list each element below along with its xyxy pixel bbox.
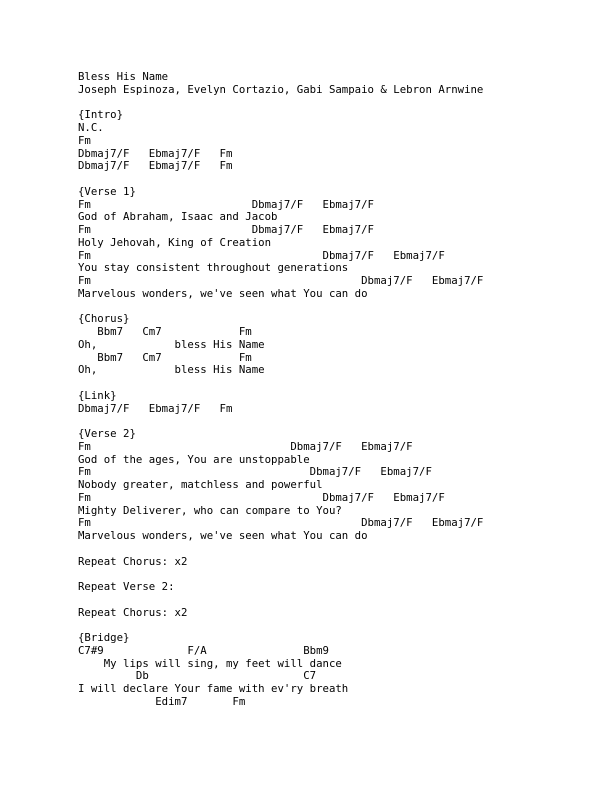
sheet-line: Marvelous wonders, we've seen what You can do bbox=[78, 529, 368, 542]
sheet-line: Repeat Chorus: x2 bbox=[78, 554, 188, 568]
sheet-line: Fm Dbmaj7/F Ebmaj7/F bbox=[78, 465, 432, 479]
sheet-line: God of the ages, You are unstoppable bbox=[78, 452, 310, 466]
sheet-line: Fm Dbmaj7/F Ebmaj7/F bbox=[78, 248, 445, 262]
sheet-line bbox=[78, 543, 483, 556]
sheet-line: My lips will sing, my feet will dance bbox=[78, 656, 342, 670]
sheet-line: C7#9 F/A Bbm9 bbox=[78, 643, 329, 657]
sheet-line: Fm Dbmaj7/F Ebmaj7/F bbox=[78, 516, 484, 530]
sheet-line: Dbmaj7/F Ebmaj7/F Fm bbox=[78, 146, 233, 160]
sheet-line bbox=[78, 415, 483, 428]
sheet-line bbox=[78, 377, 483, 390]
sheet-line: Bless His Name bbox=[78, 70, 169, 83]
sheet-line: Fm Dbmaj7/F Ebmaj7/F bbox=[78, 223, 374, 236]
sheet-line: Fm Dbmaj7/F Ebmaj7/F bbox=[78, 490, 445, 504]
sheet-line: You stay consistent throughout generations bbox=[78, 261, 349, 275]
sheet-line: Oh, bless His Name bbox=[78, 363, 265, 377]
sheet-line: Mighty Deliverer, who can compare to You? bbox=[78, 503, 342, 517]
sheet-line bbox=[78, 594, 483, 607]
sheet-line: Dbmaj7/F Ebmaj7/F Fm bbox=[78, 401, 233, 415]
sheet-line: Repeat Chorus: x2 bbox=[78, 605, 188, 619]
sheet-line: {Intro} bbox=[78, 108, 124, 122]
sheet-line: Oh, bless His Name bbox=[78, 337, 265, 351]
sheet-line: Nobody greater, matchless and powerful bbox=[78, 478, 323, 491]
sheet-line: Bbm7 Cm7 Fm bbox=[78, 325, 252, 338]
sheet-line: Fm bbox=[78, 133, 91, 147]
sheet-line bbox=[78, 301, 483, 314]
sheet-line: {Verse 2} bbox=[78, 427, 136, 440]
sheet-line bbox=[78, 97, 483, 110]
sheet-line: Db C7 bbox=[78, 669, 317, 683]
sheet-line: God of Abraham, Isaac and Jacob bbox=[78, 210, 278, 224]
sheet-line: {Chorus} bbox=[78, 312, 130, 326]
sheet-line: Fm Dbmaj7/F Ebmaj7/F bbox=[78, 197, 374, 211]
chord-sheet-text bbox=[78, 71, 483, 709]
sheet-line bbox=[78, 619, 483, 632]
sheet-line: Marvelous wonders, we've seen what You can do bbox=[78, 286, 368, 300]
sheet-line: Joseph Espinoza, Evelyn Cortazio, Gabi Sampaio & Lebron Arnwine bbox=[78, 82, 484, 96]
sheet-line: {Verse 1} bbox=[78, 184, 136, 198]
sheet-line: Fm Dbmaj7/F Ebmaj7/F bbox=[78, 439, 413, 453]
sheet-line: Bbm7 Cm7 Fm bbox=[78, 350, 252, 364]
sheet-line: N.C. bbox=[78, 121, 104, 134]
sheet-line: I will declare Your fame with ev'ry breath bbox=[78, 682, 349, 695]
sheet-line: Holy Jehovah, King of Creation bbox=[78, 235, 272, 249]
sheet-line: Edim7 Fm bbox=[78, 694, 246, 708]
sheet-line: Dbmaj7/F Ebmaj7/F Fm bbox=[78, 159, 233, 173]
sheet-line bbox=[78, 173, 483, 186]
sheet-line: {Link} bbox=[78, 388, 117, 402]
sheet-line: Repeat Verse 2: bbox=[78, 580, 175, 593]
sheet-line: {Bridge} bbox=[78, 631, 130, 644]
sheet-line: Fm Dbmaj7/F Ebmaj7/F bbox=[78, 274, 484, 287]
